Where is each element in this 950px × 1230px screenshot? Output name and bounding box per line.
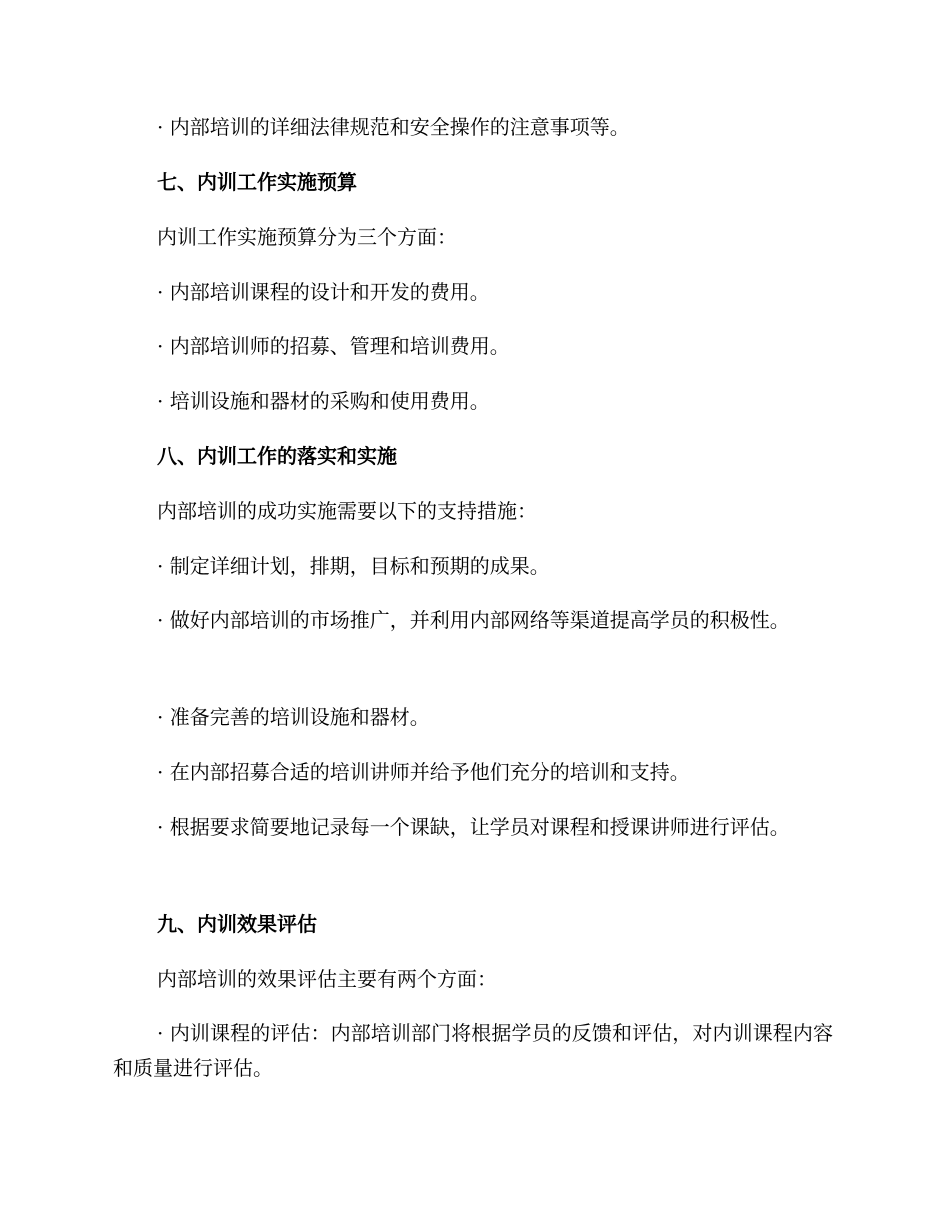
bullet-item: · 内部培训课程的设计和开发的费用。 [157, 280, 490, 304]
bullet-item: · 内训课程的评估：内部培训部门将根据学员的反馈和评估，对内训课程内容和质量进行评估。 [113, 1021, 833, 1080]
bullet-item: · 在内部招募合适的培训讲师并给予他们充分的培训和支持。 [157, 760, 690, 784]
paragraph: 内部培训的成功实施需要以下的支持措施： [157, 499, 537, 523]
bullet-item: · 准备完善的培训设施和器材。 [157, 705, 430, 729]
bullet-item: · 内部培训的详细法律规范和安全操作的注意事项等。 [157, 115, 630, 139]
bullet-item: · 内部培训师的招募、管理和培训费用。 [157, 334, 510, 358]
paragraph: 内训工作实施预算分为三个方面： [157, 225, 457, 249]
section-heading: 八、内训工作的落实和实施 [157, 444, 397, 468]
bullet-item: · 制定详细计划，排期，目标和预期的成果。 [157, 554, 550, 578]
section-heading: 七、内训工作实施预算 [157, 170, 357, 194]
paragraph: 内部培训的效果评估主要有两个方面： [157, 967, 497, 991]
bullet-item: · 培训设施和器材的采购和使用费用。 [157, 389, 490, 413]
section-heading: 九、内训效果评估 [157, 912, 317, 936]
bullet-item: · 做好内部培训的市场推广，并利用内部网络等渠道提高学员的积极性。 [157, 608, 790, 632]
bullet-item: · 根据要求简要地记录每一个课缺，让学员对课程和授课讲师进行评估。 [157, 815, 790, 839]
